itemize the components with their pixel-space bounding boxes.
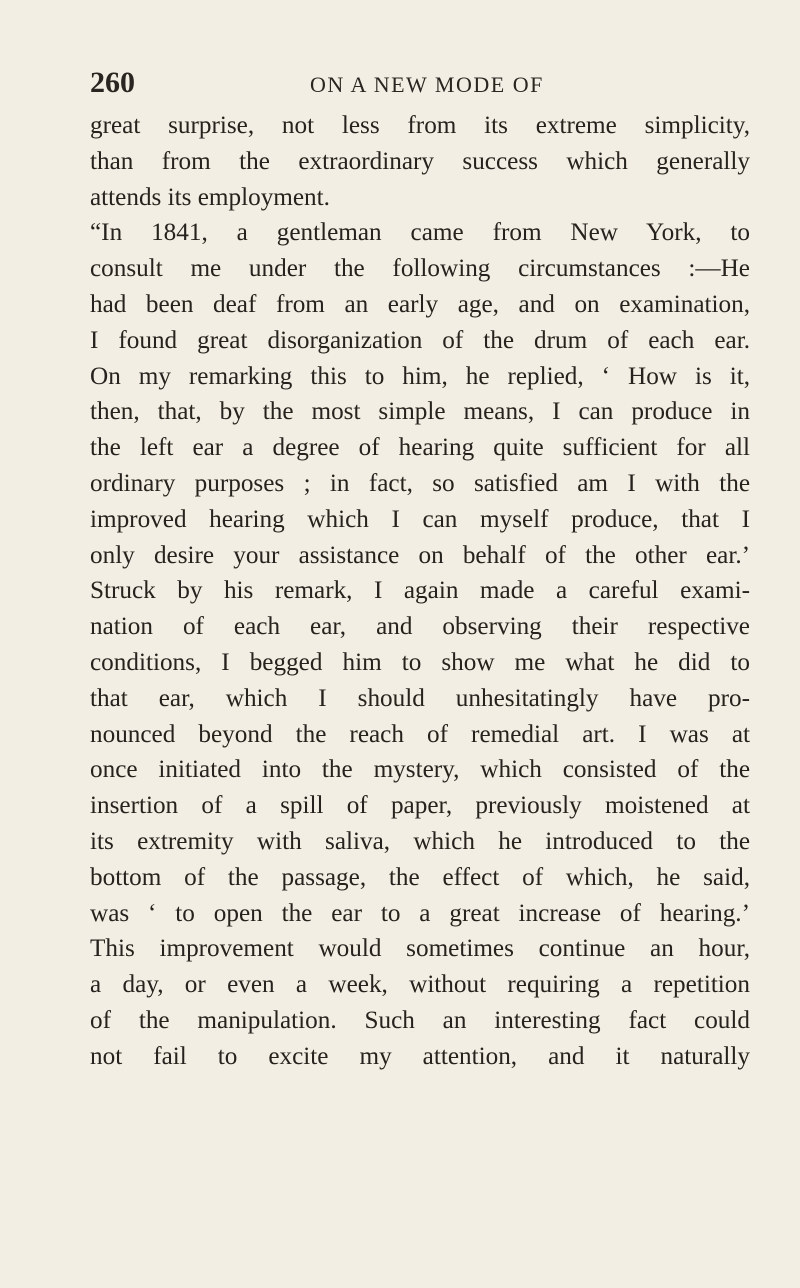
text-line: then, that, by the most simple means, I can produce in <box>90 398 750 426</box>
text-line: that ear, which I should unhesitatingly have pro- <box>90 684 750 712</box>
text-line: had been deaf from an early age, and on examination, <box>90 290 750 318</box>
running-head: ON A NEW MODE OF <box>310 72 544 97</box>
text-line: nounced beyond the reach of remedial art. I was at <box>90 720 750 748</box>
text-line: bottom of the passage, the effect of which, he said, <box>90 863 750 891</box>
text-line: its extremity with saliva, which he introduced to the <box>90 827 750 855</box>
text-line: “In 1841, a gentleman came from New York, to <box>90 219 750 247</box>
text-line: consult me under the following circumstances :—He <box>90 255 750 283</box>
text-line: of the manipulation. Such an interesting fact could <box>90 1006 750 1034</box>
text-line: than from the extraordinary success which generally <box>90 147 750 175</box>
text-line: ordinary purposes ; in fact, so satisfied am I with the <box>90 469 750 497</box>
text-line: once initiated into the mystery, which consisted of the <box>90 756 750 784</box>
text-line: the left ear a degree of hearing quite sufficient for all <box>90 434 750 462</box>
page-header <box>90 66 745 100</box>
text-line: was ‘ to open the ear to a great increase of hearing.’ <box>90 899 750 927</box>
text-line: Struck by his remark, I again made a careful exami- <box>90 577 750 605</box>
page-number: 260 <box>90 66 135 99</box>
text-line: This improvement would sometimes continue an hour, <box>90 935 750 963</box>
text-line: improved hearing which I can myself produce, that I <box>90 505 750 533</box>
text-line: I found great disorganization of the drum of each ear. <box>90 326 750 354</box>
text-line: conditions, I begged him to show me what he did to <box>90 648 750 676</box>
text-line: not fail to excite my attention, and it naturally <box>90 1042 750 1070</box>
text-line: attends its employment. <box>90 183 330 211</box>
text-line: a day, or even a week, without requiring a repetition <box>90 971 750 999</box>
text-line: great surprise, not less from its extreme simplicity, <box>90 112 750 139</box>
text-line: On my remarking this to him, he replied, ‘ How is it, <box>90 362 750 390</box>
text-line: only desire your assistance on behalf of the other ear.’ <box>90 541 750 569</box>
text-line: nation of each ear, and observing their respective <box>90 613 750 641</box>
body-text <box>90 108 750 1075</box>
text-line: insertion of a spill of paper, previously moistened at <box>90 792 750 820</box>
